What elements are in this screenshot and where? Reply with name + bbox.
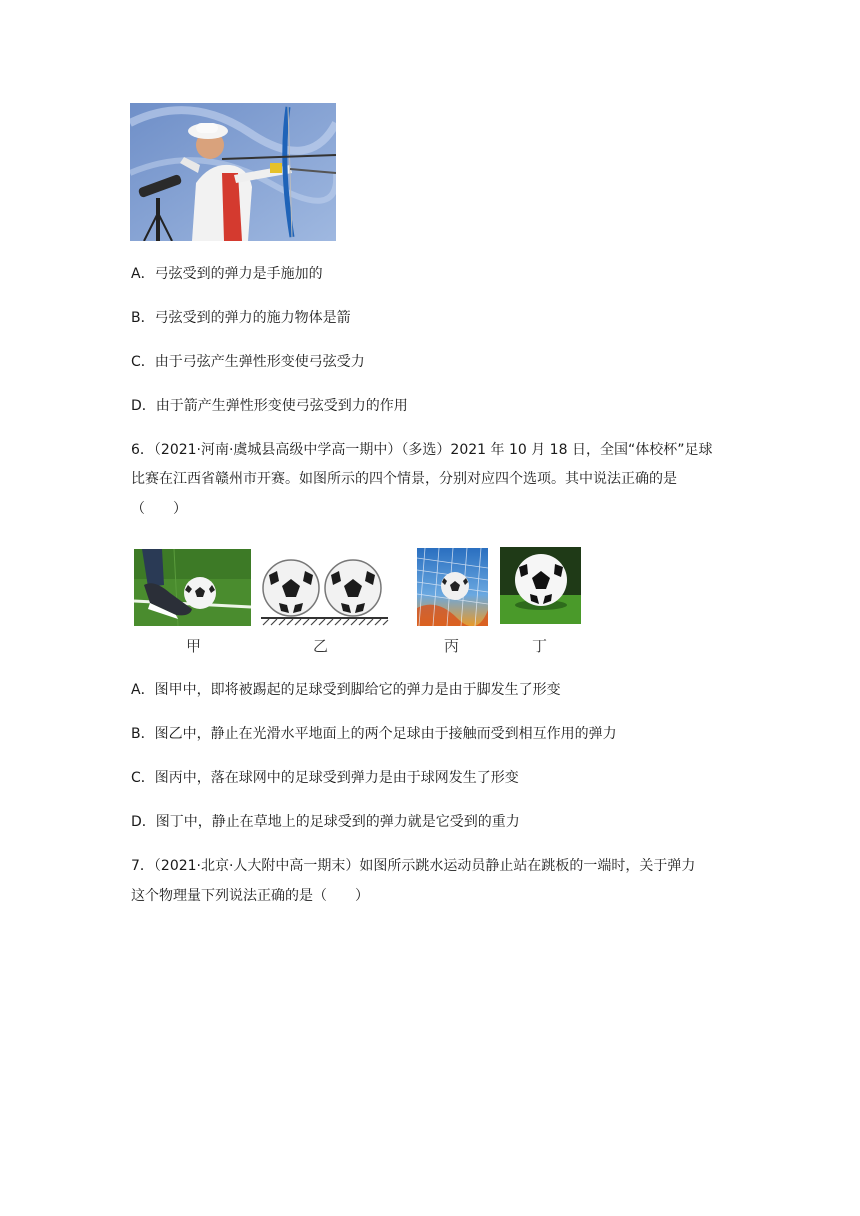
q5-option-b: B．弓弦受到的弹力的施力物体是箭	[131, 310, 351, 326]
figure-yi-two-balls	[259, 555, 390, 627]
q5-option-d: D．由于箭产生弹性形变使弓弦受到力的作用	[131, 398, 408, 414]
figure-jia-kick-photo	[134, 549, 251, 626]
q7-stem-line1: 7．（2021·北京·人大附中高一期末）如图所示跳水运动员静止站在跳板的一端时，关于弹力	[131, 858, 696, 874]
caption-ding: 丁	[532, 637, 548, 655]
caption-jia: 甲	[186, 637, 202, 655]
q6-option-b: B．图乙中，静止在光滑水平地面上的两个足球由于接触而受到相互作用的弹力	[131, 726, 617, 742]
q6-stem-line3: （ ）	[131, 501, 187, 517]
figure-ding-grass-photo	[500, 547, 581, 624]
q5-option-a: A．弓弦受到的弹力是手施加的	[131, 266, 323, 282]
caption-bing: 丙	[444, 637, 460, 655]
q6-option-d: D．图丁中，静止在草地上的足球受到的弹力就是它受到的重力	[131, 814, 520, 830]
caption-yi: 乙	[313, 637, 329, 655]
q6-option-a: A．图甲中，即将被踢起的足球受到脚给它的弹力是由于脚发生了形变	[131, 682, 561, 698]
q6-option-c: C．图丙中，落在球网中的足球受到弹力是由于球网发生了形变	[131, 770, 519, 786]
figure-bing-net-photo	[417, 548, 488, 626]
q7-stem-line2: 这个物理量下列说法正确的是（ ）	[131, 888, 369, 904]
q6-stem-line1: 6．（2021·河南·虞城县高级中学高一期中）（多选）2021 年 10 月 18 日，全国“体校杯”足球	[131, 442, 713, 458]
archer-photo	[130, 103, 336, 241]
q6-stem-line2: 比赛在江西省赣州市开赛。如图所示的四个情景，分别对应四个选项。其中说法正确的是	[131, 471, 677, 487]
q5-option-c: C．由于弓弦产生弹性形变使弓弦受力	[131, 354, 365, 370]
